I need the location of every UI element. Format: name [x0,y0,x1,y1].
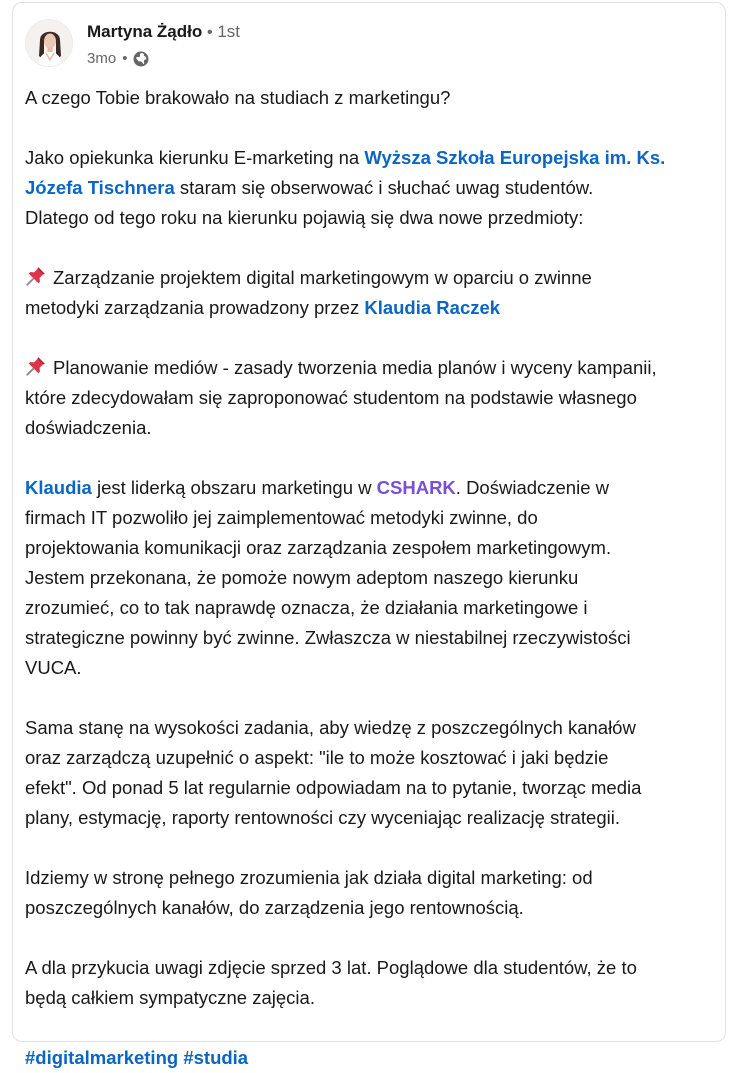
text-line: Sama stanę na wysokości zadania, aby wiedzę z poszczególnych kanałów [25,717,636,738]
text-span: Planowanie mediów - zasady tworzenia media planów i wyceny kampanii, [53,357,657,378]
text-line [25,353,715,383]
text-line: plany, estymację, raporty rentowności czy wyceniając realizację strategii. [25,807,620,828]
text-span: staram się obserwować i słuchać uwag studentów. [174,177,594,198]
mention-klaudia[interactable]: Klaudia [25,477,92,498]
text-line: oraz zarządczą uzupełnić o aspekt: "ile to może kosztować i jaki będzie [25,747,609,768]
text-line: Dlatego od tego roku na kierunku pojawią się dwa nowe przedmioty: [25,207,584,228]
text-line: efekt". Od ponad 5 lat regularnie odpowiadam na to pytanie, tworząc media [25,777,642,798]
text-line: Idziemy w stronę pełnego zrozumienia jak działa digital marketing: od [25,867,593,888]
paragraph-8 [25,953,715,1013]
paragraph-9 [25,1043,715,1073]
paragraph-6 [25,713,715,833]
text-line: doświadczenia. [25,417,152,438]
post-meta [87,49,149,69]
paragraph-4 [25,353,715,443]
globe-icon [133,51,149,67]
text-line: projektowania komunikacji oraz zarządzania zespołem marketingowym. [25,537,612,558]
pushpin-icon [25,265,47,287]
text-span: Jako opiekunka kierunku E-marketing na [25,147,365,168]
degree-separator: • [206,24,213,41]
paragraph-7 [25,863,715,923]
hashtag-digitalmarketing[interactable]: #digitalmarketing [25,1047,179,1068]
mention-klaudia-raczek[interactable]: Klaudia Raczek [364,297,501,318]
text-line [25,473,715,503]
text-span: metodyki zarządzania prowadzony przez [25,297,365,318]
connection-degree: 1st [217,22,241,41]
text-line: zrozumieć, co to tak naprawdę oznacza, że działania marketingowe i [25,597,588,618]
text-line: A czego Tobie brakowało na studiach z marketingu? [25,87,451,108]
avatar-photo-icon [26,20,73,67]
text-line: VUCA. [25,657,82,678]
mention-school[interactable]: Wyższa Szkoła Europejska im. Ks. [364,147,666,168]
text-span: Zarządzanie projektem digital marketingowym w oparciu o zwinne [53,267,592,288]
text-line: firmach IT pozwoliło jej zaimplementować metodyki zwinne, do [25,507,538,528]
text-line: A dla przykucia uwagi zdjęcie sprzed 3 lat. Poglądowe dla studentów, że to [25,957,637,978]
paragraph-5 [25,473,715,683]
text-line: Jestem przekonana, że pomoże nowym adeptom naszego kierunku [25,567,579,588]
hashtag-studia[interactable]: #studia [183,1047,249,1068]
text-line: poszczególnych kanałów, do zarządzenia jego rentownością. [25,897,524,918]
text-line: strategiczne powinny być zwinne. Zwłaszcza w niestabilnej rzeczywistości [25,627,631,648]
text-line [25,173,715,203]
mention-company-cshark[interactable]: CSHARK [376,477,456,498]
author-name[interactable]: Martyna Żądło [87,22,203,41]
author-avatar[interactable] [25,19,73,67]
text-line: będą całkiem sympatyczne zajęcia. [25,987,315,1008]
mention-school-cont[interactable]: Józefa Tischnera [25,177,175,198]
text-line: które zdecydowałam się zaproponować studentom na podstawie własnego [25,387,637,408]
paragraph-3 [25,263,715,323]
paragraph-2 [25,143,715,233]
post-time[interactable]: 3mo [87,50,117,67]
text-line [25,143,715,173]
post-content [25,83,715,1073]
hashtag-line [25,1043,715,1073]
text-span: . Doświadczenie w [455,477,609,498]
pushpin-icon [25,355,47,377]
text-line [25,263,715,293]
post-card [12,2,726,1068]
author-line [87,21,240,44]
time-separator: • [122,50,128,67]
text-line [25,293,715,323]
paragraph-1 [25,83,715,113]
text-span: jest liderką obszaru marketingu w [91,477,377,498]
